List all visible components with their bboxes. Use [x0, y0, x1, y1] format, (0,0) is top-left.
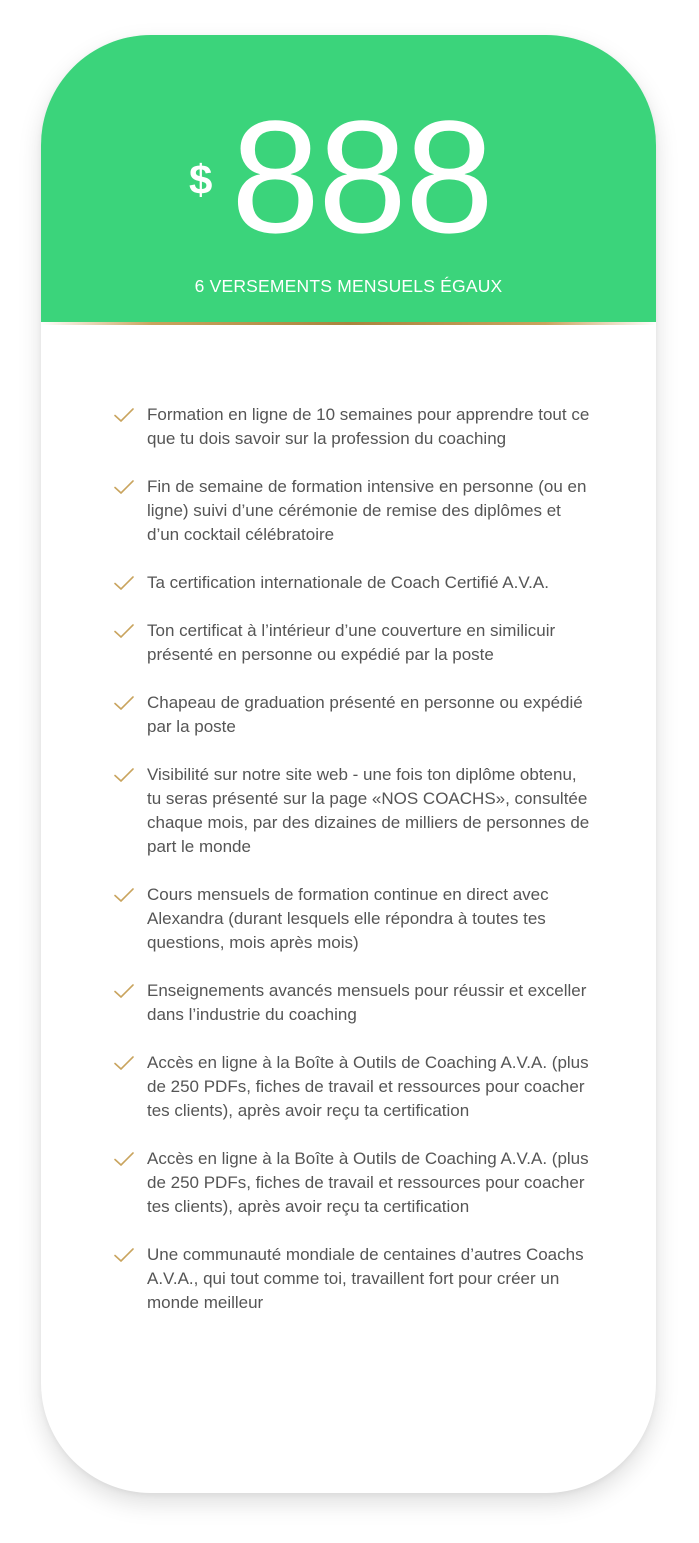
feature-text: Une communauté mondiale de centaines d’autres Coachs A.V.A., qui tout comme toi, travaillent fort pour créer un monde meilleur	[147, 1245, 584, 1312]
pricing-card	[41, 35, 656, 1493]
feature-text: Enseignements avancés mensuels pour réussir et exceller dans l’industrie du coaching	[147, 981, 587, 1024]
feature-item	[113, 1147, 593, 1219]
feature-text: Accès en ligne à la Boîte à Outils de Coaching A.V.A. (plus de 250 PDFs, fiches de travail et ressources pour coacher tes clients), après avoir reçu ta certification	[147, 1053, 589, 1120]
feature-item	[113, 883, 593, 955]
feature-text: Ton certificat à l’intérieur d’une couverture en similicuir présenté en personne ou expédié par la poste	[147, 621, 556, 664]
check-icon	[113, 764, 135, 786]
feature-item	[113, 1051, 593, 1123]
feature-item	[113, 571, 593, 595]
price-header	[41, 35, 656, 322]
feature-item	[113, 1243, 593, 1315]
check-icon	[113, 1244, 135, 1266]
payment-terms: 6 VERSEMENTS MENSUELS ÉGAUX	[194, 276, 503, 296]
feature-text: Ta certification internationale de Coach Certifié A.V.A.	[147, 573, 549, 592]
feature-list	[113, 403, 593, 1339]
feature-text: Formation en ligne de 10 semaines pour apprendre tout ce que tu dois savoir sur la profession du coaching	[147, 405, 590, 448]
feature-text: Cours mensuels de formation continue en direct avec Alexandra (durant lesquels elle répondra à toutes tes questions, mois après mois)	[147, 885, 549, 952]
check-icon	[113, 572, 135, 594]
feature-item	[113, 763, 593, 859]
feature-text: Chapeau de graduation présenté en personne ou expédié par la poste	[147, 693, 583, 736]
feature-text: Accès en ligne à la Boîte à Outils de Coaching A.V.A. (plus de 250 PDFs, fiches de travail et ressources pour coacher tes clients), après avoir reçu ta certification	[147, 1149, 589, 1216]
feature-item	[113, 979, 593, 1027]
check-icon	[113, 980, 135, 1002]
feature-item	[113, 619, 593, 667]
check-icon	[113, 692, 135, 714]
check-icon	[113, 620, 135, 642]
feature-item	[113, 403, 593, 451]
check-icon	[113, 884, 135, 906]
feature-text: Fin de semaine de formation intensive en personne (ou en ligne) suivi d’une cérémonie de remise des diplômes et d’un cocktail célébratoire	[147, 477, 587, 544]
feature-text: Visibilité sur notre site web - une fois ton diplôme obtenu, tu seras présenté sur la page «NOS COACHS», consultée chaque mois, par des dizaines de milliers de personnes de part le monde	[147, 765, 590, 856]
check-icon	[113, 1148, 135, 1170]
check-icon	[113, 476, 135, 498]
feature-item	[113, 691, 593, 739]
check-icon	[113, 1052, 135, 1074]
currency-symbol: $	[189, 156, 213, 203]
header-divider	[41, 322, 656, 325]
feature-item	[113, 475, 593, 547]
price-amount: 888	[231, 87, 492, 266]
check-icon	[113, 404, 135, 426]
